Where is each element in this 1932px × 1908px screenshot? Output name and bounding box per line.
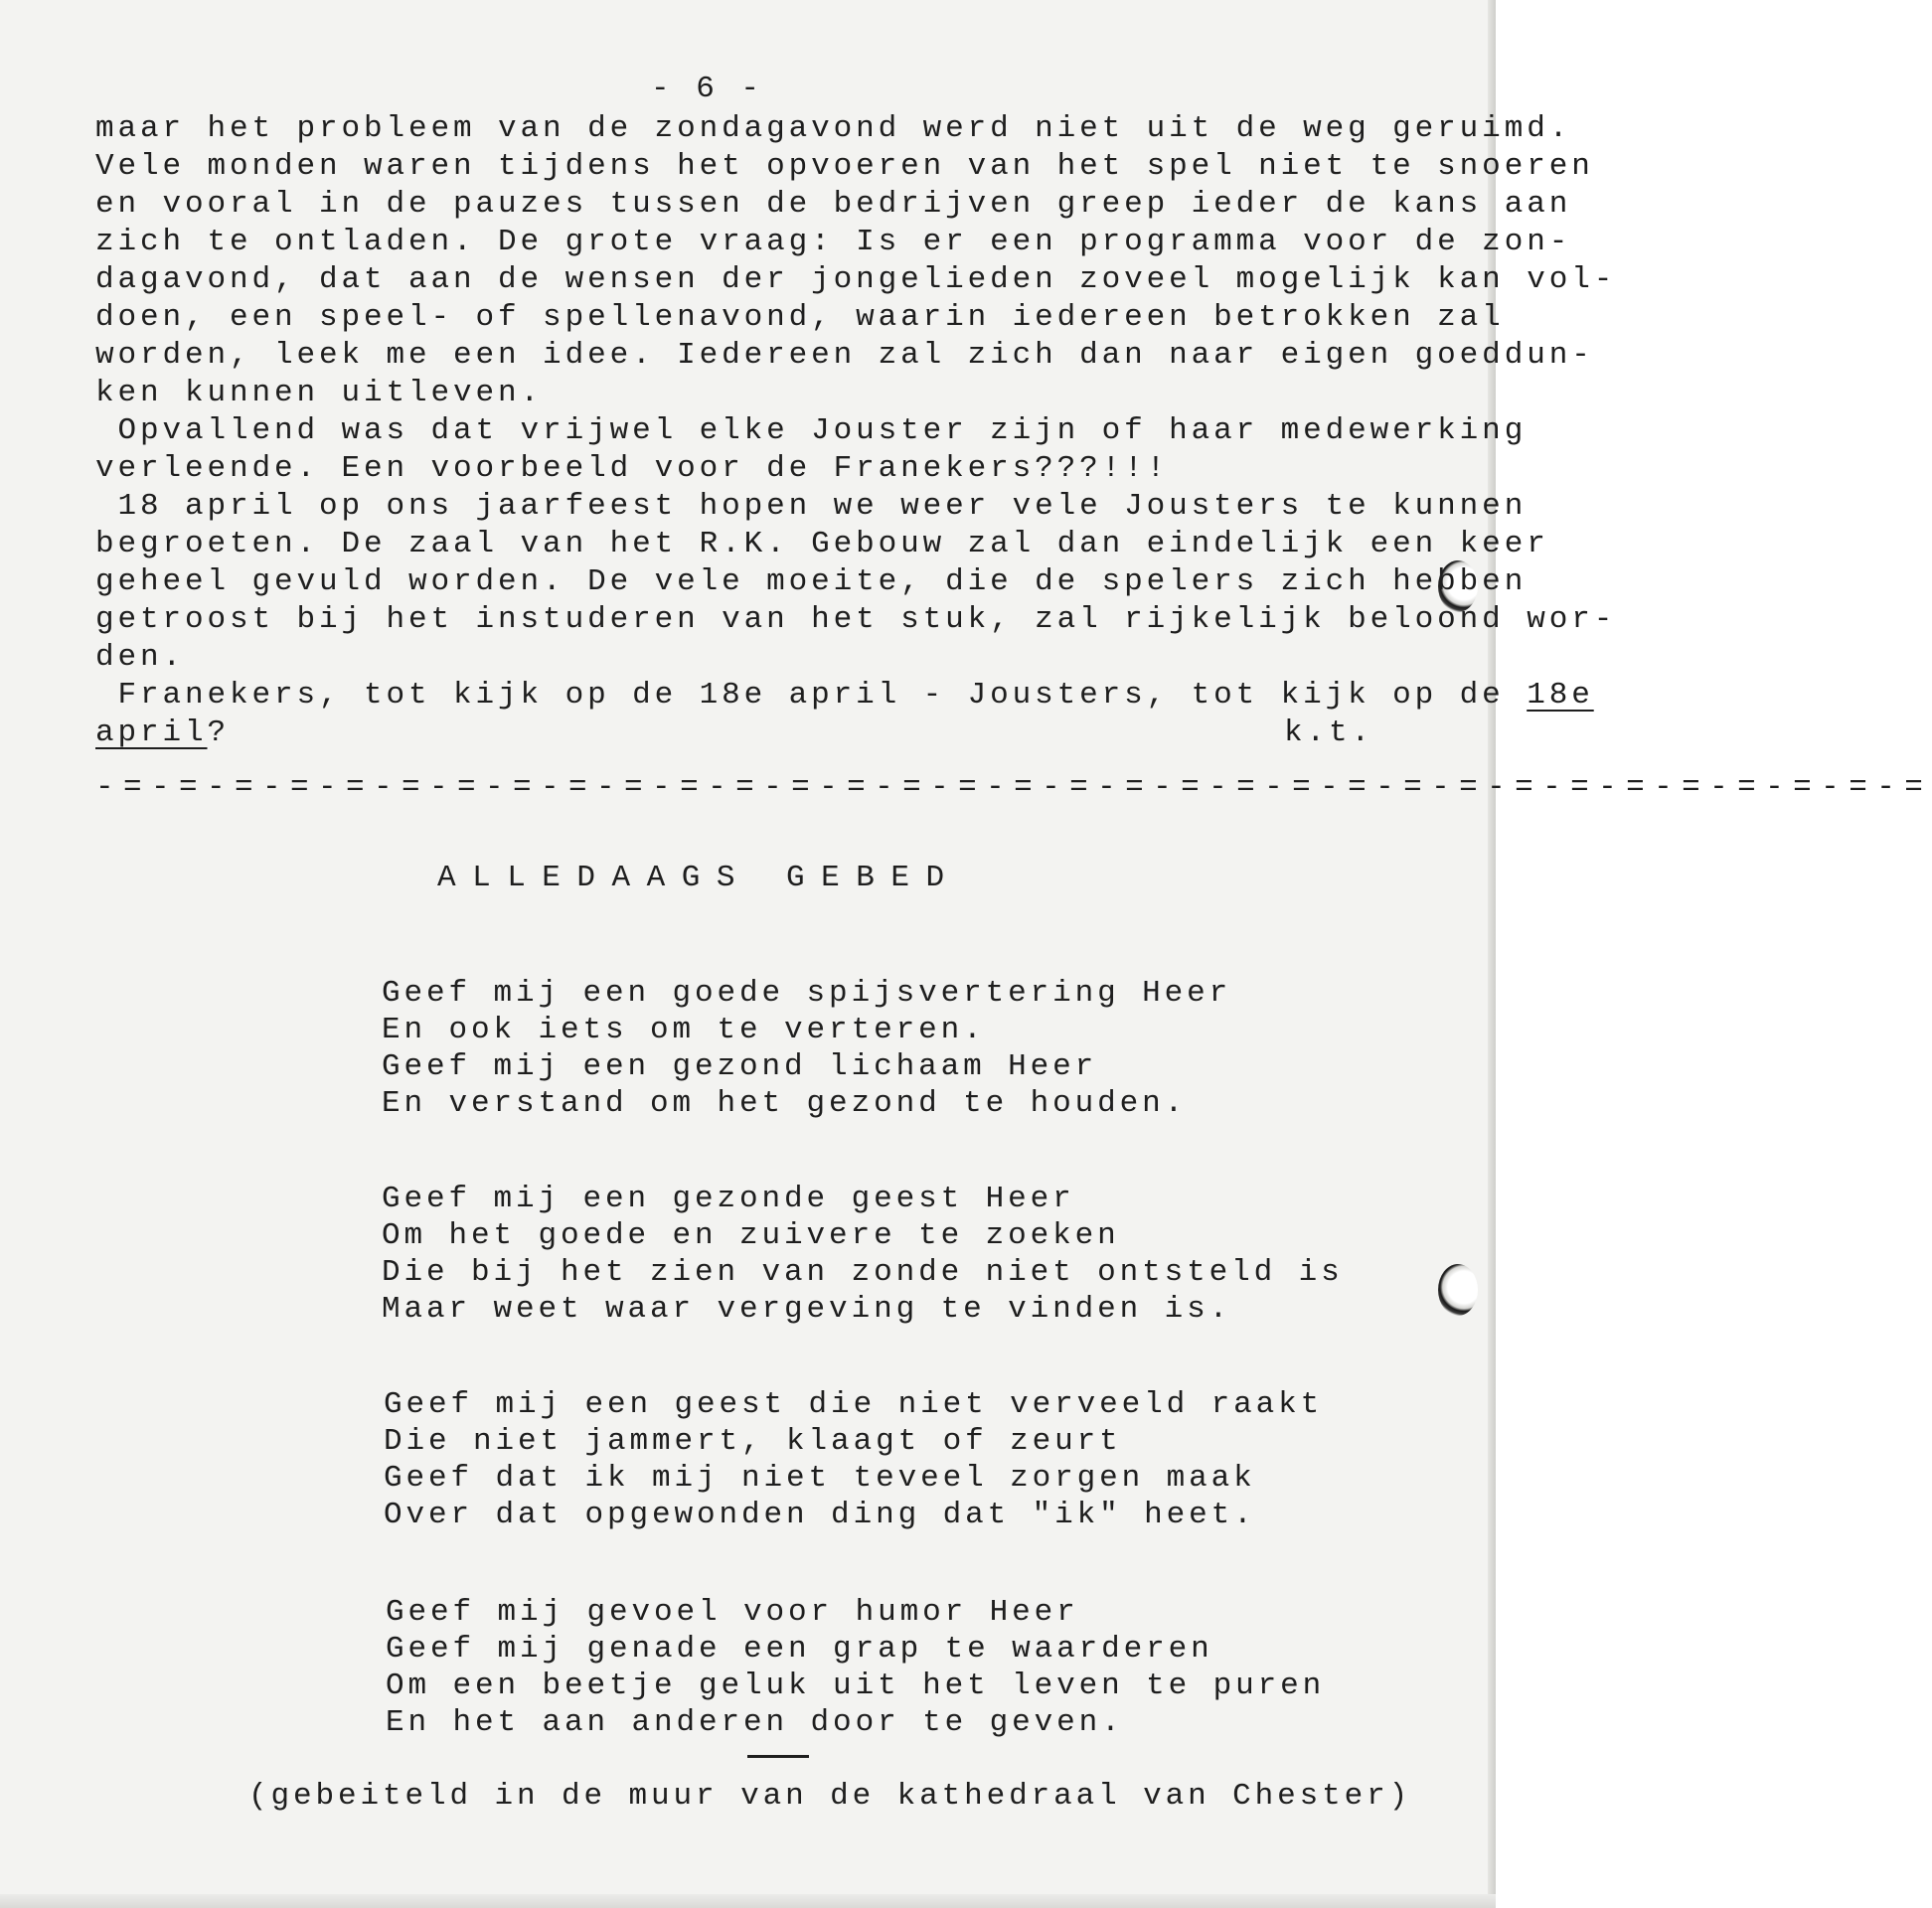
punch-hole-lower bbox=[1438, 1264, 1478, 1316]
poem-line: Geef mij genade een grap te waarderen bbox=[386, 1632, 1213, 1667]
poem-line: Geef mij een goede spijsvertering Heer bbox=[382, 976, 1232, 1011]
poem-line: En verstand om het gezond te houden. bbox=[382, 1086, 1188, 1121]
poem-line: Maar weet waar vergeving te vinden is. bbox=[382, 1292, 1232, 1327]
article-line: worden, leek me een idee. Iedereen zal zich dan naar eigen goeddun- bbox=[95, 338, 1594, 373]
article-line: doen, een speel- of spellenavond, waarin iedereen betrokken zal bbox=[95, 300, 1505, 335]
article-line: Vele monden waren tijdens het opvoeren van het spel niet te snoeren bbox=[95, 149, 1594, 184]
author-signature: k.t. bbox=[1284, 716, 1374, 750]
closing-line-text: Franekers, tot kijk op de 18e april - Jousters, tot kijk op de bbox=[95, 678, 1528, 713]
poem-line: Om het goede en zuivere te zoeken bbox=[382, 1218, 1120, 1253]
article-line: geheel gevuld worden. De vele moeite, die de spelers zich hebben bbox=[95, 564, 1528, 599]
article-line: dagavond, dat aan de wensen der jongelieden zoveel mogelijk kan vol- bbox=[95, 262, 1617, 297]
article-line: 18 april op ons jaarfeest hopen we weer vele Jousters te kunnen bbox=[95, 489, 1528, 524]
closing-rule bbox=[747, 1755, 809, 1758]
page-number: - 6 - bbox=[651, 72, 764, 106]
poem-line: Die bij het zien van zonde niet ontsteld is bbox=[382, 1255, 1344, 1290]
article-line: en vooral in de pauzes tussen de bedrijven greep ieder de kans aan bbox=[95, 187, 1572, 222]
underlined-date: 18e bbox=[1527, 678, 1594, 713]
poem-line: Geef mij een geest die niet verveeld raakt bbox=[384, 1387, 1324, 1422]
article-line: ken kunnen uitleven. bbox=[95, 376, 544, 410]
article-line: zich te ontladen. De grote vraag: Is er een programma voor de zon- bbox=[95, 225, 1572, 259]
article-line: getroost bij het instuderen van het stuk, zal rijkelijk beloond wor- bbox=[95, 602, 1617, 637]
poem-line: Die niet jammert, klaagt of zeurt bbox=[384, 1424, 1122, 1459]
poem-line: Geef dat ik mij niet teveel zorgen maak bbox=[384, 1461, 1256, 1496]
poem-line: En het aan anderen door te geven. bbox=[386, 1705, 1124, 1740]
final-punctuation: ? bbox=[207, 716, 231, 750]
poem-line: Geef mij gevoel voor humor Heer bbox=[386, 1595, 1079, 1630]
final-line bbox=[95, 716, 230, 751]
article-line: verleende. Een voorbeeld voor de Franekers???!!! bbox=[95, 451, 1170, 486]
closing-line bbox=[95, 678, 1594, 714]
poem-title: ALLEDAAGS GEBED bbox=[437, 861, 961, 895]
page-bottom-edge bbox=[0, 1894, 1496, 1908]
article-line: Opvallend was dat vrijwel elke Jouster zijn of haar medewerking bbox=[95, 413, 1528, 448]
article-line: maar het probleem van de zondagavond werd niet uit de weg geruimd. bbox=[95, 111, 1572, 146]
poem-line: Geef mij een gezonde geest Heer bbox=[382, 1182, 1075, 1216]
poem-source: (gebeiteld in de muur van de kathedraal van Chester) bbox=[248, 1779, 1412, 1814]
underlined-month: april bbox=[95, 716, 208, 750]
poem-line: Om een beetje geluk uit het leven te puren bbox=[386, 1669, 1326, 1703]
poem-line: Over dat opgewonden ding dat "ik" heet. bbox=[384, 1498, 1256, 1532]
dash-separator: -=-=-=-=-=-=-=-=-=-=-=-=-=-=-=-=-=-=-=-=-=-=-=-=-=-=-=-=-=-=-=-=-= bbox=[95, 770, 1932, 805]
poem-line: Geef mij een gezond lichaam Heer bbox=[382, 1049, 1098, 1084]
article-line: den. bbox=[95, 640, 186, 675]
article-line: begroeten. De zaal van het R.K. Gebouw zal dan eindelijk een keer bbox=[95, 527, 1549, 561]
poem-line: En ook iets om te verteren. bbox=[382, 1013, 986, 1047]
